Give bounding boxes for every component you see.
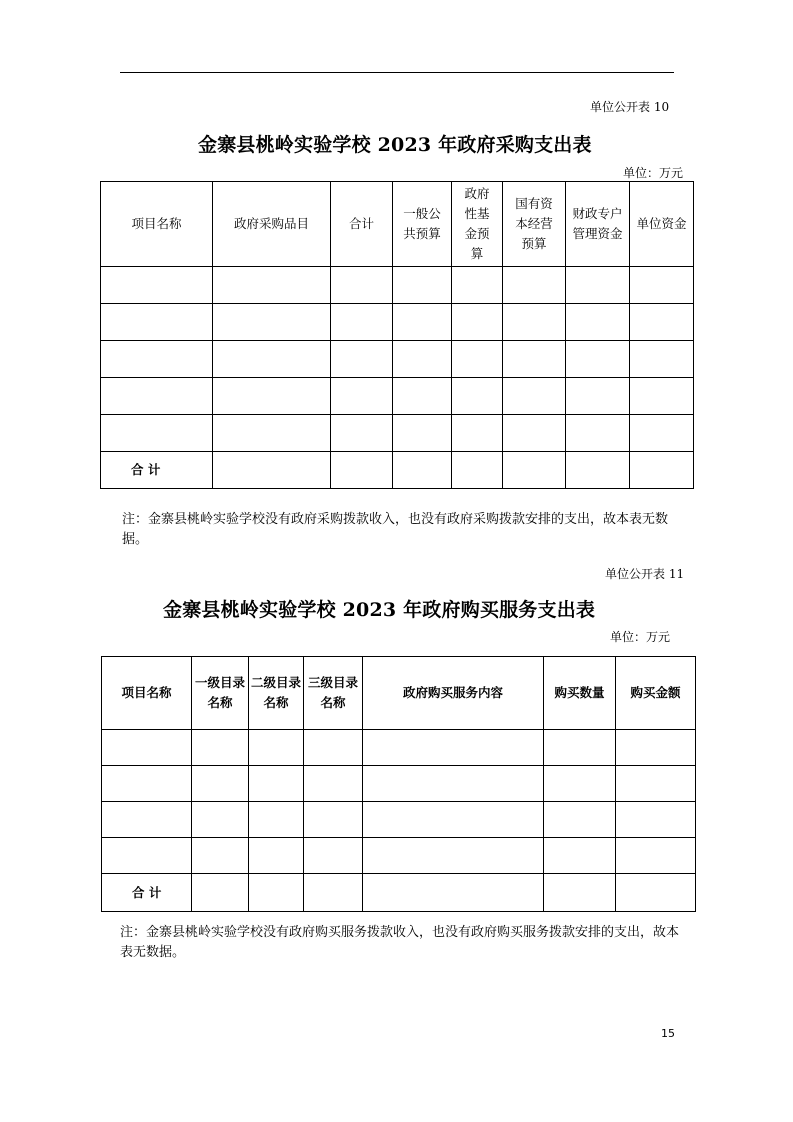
table11-title: 金寨县桃岭实验学校 2023 年政府购买服务支出表 [163,599,596,621]
table11-unit: 单位：万元 [610,630,671,644]
table10-note: 注：金寨县桃岭实验学校没有政府采购拨款收入，也没有政府采购拨款安排的支出，故本表无数据。 [122,512,669,547]
table10-header-cell: 项目名称 [101,182,213,267]
table-row [102,730,696,766]
table-row [101,415,694,452]
table10-tag: 单位公开表 10 [590,100,670,114]
table-row [101,378,694,415]
table10-header-cell: 国有资本经营预算 [503,182,566,267]
table11-total-row [102,874,696,912]
table11-header-cell: 三级目录名称 [304,657,363,730]
table-row [102,802,696,838]
table11-header-cell: 一级目录名称 [192,657,249,730]
table-row [101,304,694,341]
table10-total-row [101,452,694,489]
table11-note: 注：金寨县桃岭实验学校没有政府购买服务拨款收入，也没有政府购买服务拨款安排的支出，故本表无数据。 [120,925,680,960]
table10-total-label: 合 计 [101,452,213,489]
table10-header-cell: 政府采购品目 [213,182,331,267]
page-number: 15 [661,1027,675,1040]
table11-tag: 单位公开表 11 [605,567,685,581]
table11-header-row [102,657,696,730]
table10-unit: 单位：万元 [623,166,684,180]
table11-header-cell: 购买金额 [616,657,696,730]
table11-header-cell: 二级目录名称 [249,657,304,730]
table-row [101,267,694,304]
table10-grid [100,181,694,489]
table11-header-cell: 项目名称 [102,657,192,730]
table10-header-row [101,182,694,267]
table-row [101,341,694,378]
table10-header-cell: 单位资金 [630,182,694,267]
header-rule [120,72,674,73]
table11-grid [101,656,696,912]
table10-header-cell: 合计 [331,182,393,267]
table10-title: 金寨县桃岭实验学校 2023 年政府采购支出表 [198,134,592,156]
table11-total-label: 合 计 [102,874,192,912]
table10-header-cell: 政府性基金预算 [452,182,503,267]
table-row [102,766,696,802]
table10-header-cell: 财政专户管理资金 [566,182,630,267]
table10-header-cell: 一般公共预算 [393,182,452,267]
table-row [102,838,696,874]
table11-header-cell: 政府购买服务内容 [363,657,544,730]
table11-header-cell: 购买数量 [544,657,616,730]
